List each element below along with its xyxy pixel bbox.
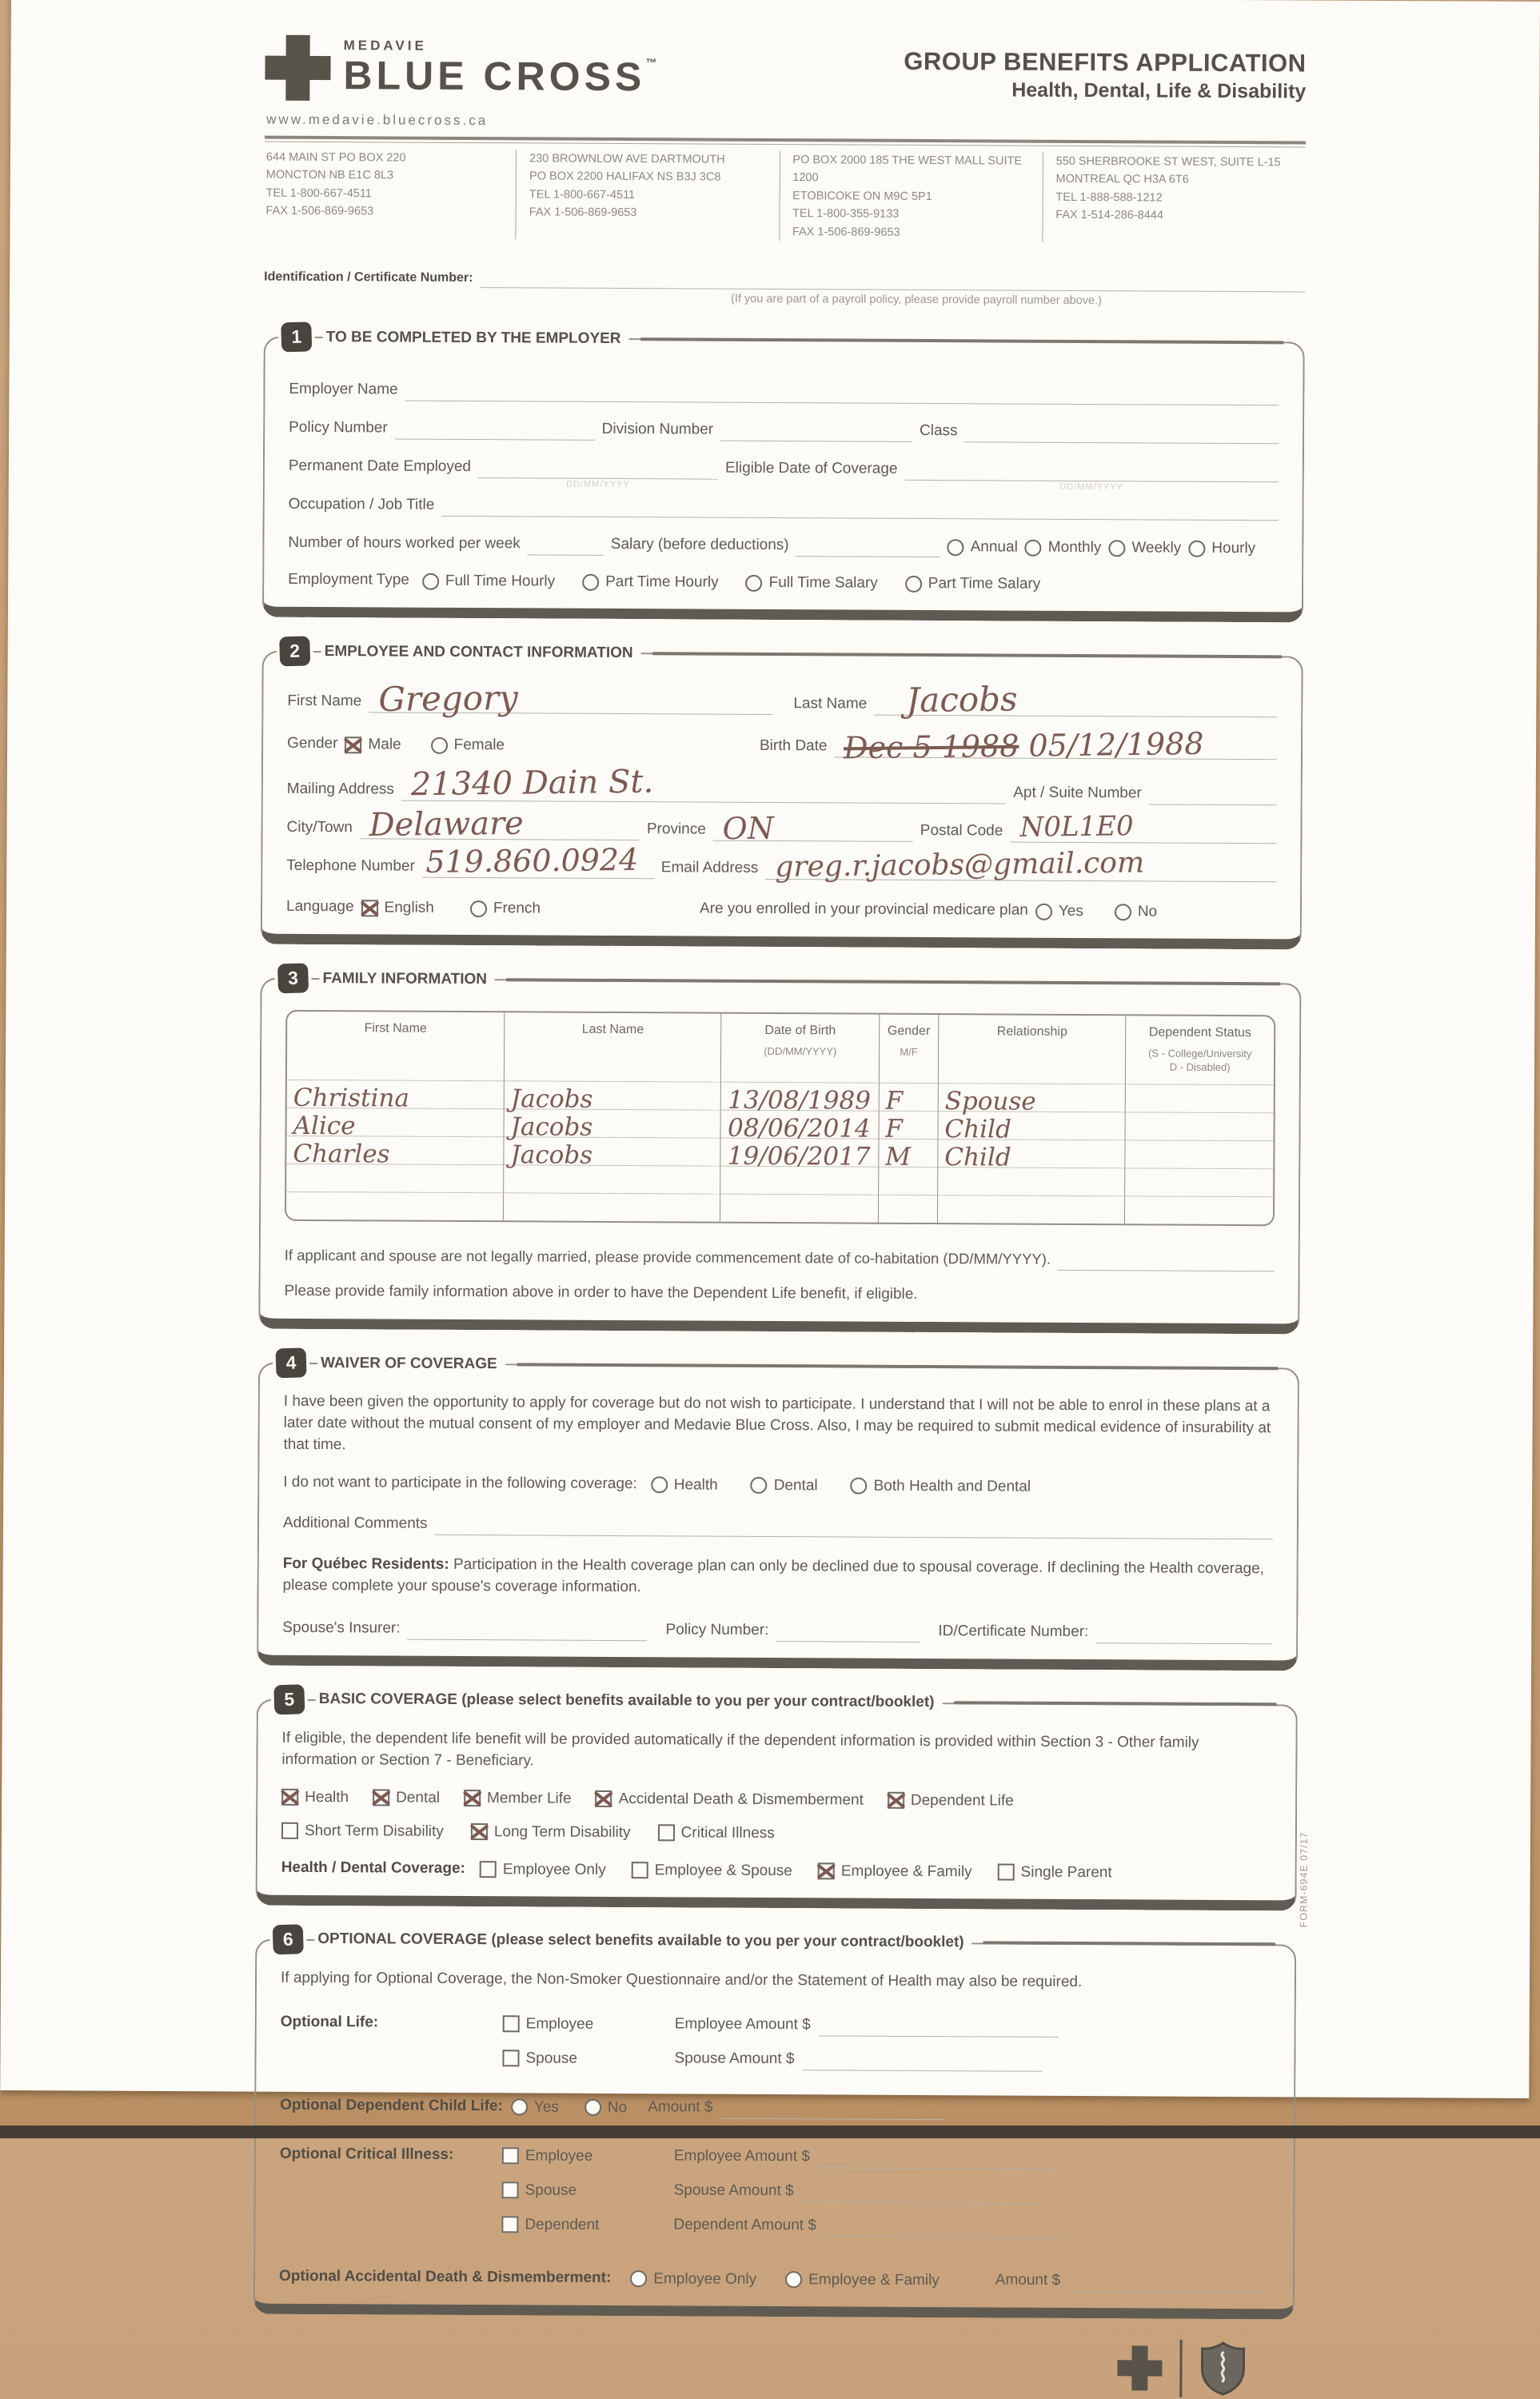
blue-cross-icon — [1117, 2345, 1162, 2390]
desk-edge — [0, 2126, 1540, 2138]
optional-life-employee-amount-line — [819, 2014, 1059, 2038]
employment-type-label: Employment Type — [288, 571, 409, 589]
city-town-value: Delaware — [369, 805, 525, 844]
section-5-badge: 5 — [273, 1684, 305, 1714]
header-divider — [265, 136, 1306, 148]
division-number-label: Division Number — [601, 421, 714, 438]
salary-option-weekly: Weekly — [1108, 540, 1181, 559]
salary-option-monthly: Monthly — [1025, 539, 1102, 558]
male-checkbox — [345, 736, 361, 753]
family-table — [285, 1010, 1275, 1226]
family-row-1: Christina Jacobs 13/08/1989 F Spouse — [287, 1080, 1274, 1112]
critical-illness-checkbox — [658, 1825, 675, 1842]
family-row-2: Alice Jacobs 08/06/2014 F Child — [287, 1108, 1274, 1140]
waiver-paragraph: I have been given the opportunity to apply for coverage but do not wish to participate. I understand that I will not be able to enrol in these plans at a later date without the mutual consent of my employer and Medavie Blue Cross. Also, I may be required to submit medical evidence of insurability at that time. — [283, 1392, 1271, 1454]
benefit-health: Health — [281, 1789, 349, 1808]
benefit-dependent-life: Dependent Life — [888, 1792, 1014, 1812]
quebec-residents-lead: For Québec Residents: — [282, 1555, 449, 1573]
benefit-dental: Dental — [373, 1789, 440, 1808]
quebec-residents-note: For Québec Residents: Participation in the Health coverage plan can only be declined due to spousal coverage. If declining the Health coverage, please complete your spouse's coverage information. — [282, 1555, 1265, 1596]
policy-number-label: Policy Number — [289, 419, 388, 437]
date-format-hint: DD/MM/YYYY — [1059, 482, 1123, 493]
optional-add-label: Optional Accidental Death & Dismemberment: — [279, 2267, 612, 2286]
last-name-label: Last Name — [793, 695, 868, 713]
child-life-yes-option: Yes — [511, 2098, 559, 2118]
weekly-radio — [1108, 540, 1125, 557]
telephone-value: 519.860.0924 — [425, 842, 639, 880]
section-4-title: WAIVER OF COVERAGE — [317, 1355, 505, 1373]
telephone-line — [422, 842, 654, 880]
additional-comments-line — [435, 1514, 1274, 1539]
add-employee-family-radio — [785, 2271, 802, 2288]
identification-row — [264, 265, 1305, 293]
section-1-employer — [262, 326, 1305, 623]
dependent-life-checkbox — [888, 1792, 904, 1809]
decline-dental-option: Dental — [751, 1477, 818, 1496]
birth-date-struck-value: Dec 5 1988 05/12/1988 — [844, 726, 1205, 766]
decline-health-radio — [651, 1477, 668, 1494]
eligible-date-label: Eligible Date of Coverage — [724, 460, 898, 478]
first-name-label: First Name — [287, 693, 362, 710]
basic-coverage-note: If eligible, the dependent life benefit will be provided automatically if the dependent information is provided within Section 3 - Other family information or Section 7 - Beneficiary. — [281, 1729, 1199, 1770]
ci-employee: Employee — [502, 2147, 666, 2167]
spouse-policy-number-line — [776, 1620, 920, 1643]
city-town-label: City/Town — [286, 819, 353, 836]
child-life-yes-radio — [511, 2099, 528, 2116]
col-date-of-birth: Date of Birth (DD/MM/YYYY) — [721, 1014, 880, 1083]
col-first-name: First Name — [364, 1021, 427, 1036]
add-amount-line — [1068, 2270, 1269, 2293]
ci-dependent: Dependent — [501, 2216, 665, 2236]
benefit-critical-illness: Critical Illness — [658, 1824, 775, 1844]
telephone-label: Telephone Number — [286, 857, 415, 876]
add-employee-only-option: Employee Only — [630, 2270, 756, 2290]
mailing-address-label: Mailing Address — [286, 780, 394, 798]
last-name-line — [874, 679, 1277, 720]
short-term-disability-checkbox — [281, 1822, 298, 1839]
mailing-address-line — [401, 763, 1006, 804]
employee-spouse-checkbox — [632, 1862, 648, 1878]
decline-health-option: Health — [651, 1476, 718, 1495]
province-value: ON — [722, 810, 775, 847]
emp-type-full-time-salary: Full Time Salary — [746, 574, 878, 594]
medavie-cross-logo-icon — [265, 35, 330, 101]
ci-employee-amount-label: Employee Amount $ — [673, 2147, 810, 2165]
benefit-add: Accidental Death & Dismemberment — [596, 1790, 864, 1811]
member-life-checkbox — [464, 1790, 481, 1806]
coverage-single-parent: Single Parent — [998, 1863, 1112, 1883]
spouse-policy-number-label: Policy Number: — [665, 1621, 769, 1639]
form-subtitle: Health, Dental, Life & Disability — [1011, 78, 1307, 103]
spouse-id-certificate-line — [1095, 1622, 1272, 1644]
form-title: GROUP BENEFITS APPLICATION — [904, 46, 1307, 78]
ci-spouse-amount-label: Spouse Amount $ — [673, 2181, 794, 2199]
full-time-hourly-radio — [422, 573, 439, 590]
identification-label: Identification / Certificate Number: — [264, 270, 473, 285]
decline-dental-radio — [751, 1477, 768, 1494]
optional-dependent-child-life-label: Optional Dependent Child Life: — [280, 2096, 503, 2115]
first-name-value: Gregory — [377, 678, 519, 720]
employee-family-checkbox — [818, 1863, 835, 1880]
email-value: greg.r.jacobs@gmail.com — [775, 846, 1145, 884]
emp-type-part-time-hourly: Part Time Hourly — [582, 573, 719, 593]
optional-life-label: Optional Life: — [280, 2013, 379, 2031]
child-life-no-radio — [584, 2099, 601, 2116]
apt-suite-line — [1149, 784, 1277, 806]
brand-medavie: MEDAVIE — [343, 38, 427, 54]
family-row-5 — [286, 1192, 1273, 1224]
email-label: Email Address — [660, 859, 759, 877]
blue-shield-icon — [1199, 2341, 1246, 2396]
language-english-option: English — [361, 900, 433, 919]
part-time-hourly-radio — [582, 574, 599, 591]
col-relationship: Relationship — [938, 1015, 1126, 1084]
decline-both-option: Both Health and Dental — [851, 1477, 1031, 1497]
gender-female-option: Female — [431, 736, 505, 756]
birth-date-corrected-value: 05/12/1988 — [1028, 726, 1205, 764]
footer-logos — [253, 2334, 1294, 2397]
section-2-rule — [652, 652, 1283, 658]
section-2-title: EMPLOYEE AND CONTACT INFORMATION — [321, 643, 641, 662]
part-time-salary-radio — [905, 576, 922, 593]
form-title-block — [904, 46, 1307, 105]
decline-both-radio — [851, 1478, 868, 1495]
section-2-employee-contact — [261, 641, 1303, 950]
salary-option-annual: Annual — [948, 538, 1018, 557]
coverage-employee-family: Employee & Family — [818, 1862, 972, 1882]
optional-critical-illness-label: Optional Critical Illness: — [279, 2145, 454, 2163]
section-6-rule — [983, 1942, 1276, 1946]
ci-spouse-checkbox — [502, 2182, 519, 2199]
last-name-value: Jacobs — [905, 679, 1018, 720]
additional-comments-label: Additional Comments — [282, 1514, 428, 1532]
first-name-line — [369, 678, 772, 720]
benefit-member-life: Member Life — [464, 1790, 572, 1810]
form-header — [265, 32, 1307, 134]
dental-checkbox — [373, 1790, 389, 1806]
occupation-label: Occupation / Job Title — [288, 496, 435, 514]
employer-name-line — [405, 380, 1279, 406]
class-label: Class — [920, 422, 958, 440]
permanent-date-label: Permanent Date Employed — [288, 457, 472, 476]
emp-type-full-time-hourly: Full Time Hourly — [422, 573, 555, 593]
col-gender: Gender M/F — [879, 1015, 938, 1084]
form-code: FORM-694E 07/17 — [1298, 1831, 1310, 1928]
language-label: Language — [285, 898, 354, 916]
child-life-amount-label: Amount $ — [648, 2098, 713, 2116]
decline-coverage-label: I do not want to participate in the following coverage: — [283, 1473, 637, 1493]
add-employee-family-option: Employee & Family — [785, 2271, 940, 2291]
annual-radio — [948, 539, 964, 556]
ci-spouse: Spouse — [502, 2181, 666, 2201]
gender-male-option: Male — [345, 736, 401, 756]
add-employee-only-radio — [630, 2270, 647, 2287]
french-radio — [470, 900, 487, 917]
ci-dependent-amount-label: Dependent Amount $ — [673, 2216, 816, 2234]
medicare-no-radio — [1115, 904, 1131, 920]
permanent-date-line — [478, 457, 718, 490]
section-2-badge: 2 — [279, 637, 310, 667]
trademark-symbol: ™ — [645, 56, 661, 70]
office-moncton: 644 MAIN ST PO BOX 220 MONCTON NB E1C 8L3 TEL 1-800-667-4511 FAX 1-506-869-9653 — [265, 150, 406, 218]
email-line — [765, 846, 1276, 884]
date-format-hint: DD/MM/YYYY — [566, 479, 630, 490]
benefit-short-term-disability: Short Term Disability — [281, 1822, 444, 1842]
english-checkbox — [361, 900, 378, 916]
ci-employee-checkbox — [502, 2148, 519, 2165]
employer-name-label: Employer Name — [289, 381, 398, 398]
brand-website: www.medavie.bluecross.ca — [266, 111, 489, 129]
emp-type-part-time-salary: Part Time Salary — [905, 575, 1041, 595]
col-dependent-status: Dependent Status (S - College/University D - Disabled) — [1126, 1016, 1275, 1085]
identification-line — [481, 266, 1305, 292]
health-dental-coverage-label: Health / Dental Coverage: — [281, 1858, 465, 1877]
ci-dependent-amount-line — [824, 2215, 1064, 2238]
optional-life-employee: Employee — [503, 2015, 667, 2035]
hourly-radio — [1188, 541, 1205, 557]
medicare-yes-radio — [1035, 904, 1052, 920]
medicare-yes-option: Yes — [1035, 903, 1083, 922]
employee-only-checkbox — [480, 1861, 497, 1878]
section-5-title: BASIC COVERAGE (please select benefits available to you per your contract/booklet) — [316, 1690, 943, 1711]
section-6-badge: 6 — [273, 1924, 304, 1954]
optional-life-spouse-checkbox — [502, 2050, 519, 2067]
apt-suite-label: Apt / Suite Number — [1013, 784, 1142, 802]
benefit-long-term-disability: Long Term Disability — [471, 1823, 631, 1843]
birth-date-label: Birth Date — [759, 737, 828, 755]
col-last-name: Last Name — [504, 1013, 721, 1083]
section-3-title: FAMILY INFORMATION — [319, 970, 495, 988]
full-time-salary-radio — [746, 575, 763, 592]
ci-employee-amount-line — [818, 2146, 1058, 2169]
ci-dependent-checkbox — [501, 2217, 518, 2233]
policy-number-line — [395, 418, 595, 441]
province-label: Province — [646, 820, 706, 838]
hours-label: Number of hours worked per week — [288, 534, 521, 553]
city-town-line — [360, 805, 640, 844]
optional-life-spouse: Spouse — [502, 2050, 666, 2070]
section-1-rule — [640, 337, 1284, 344]
office-addresses — [264, 149, 1306, 244]
identification-note: (If you are part of a payroll policy, please provide payroll number above.) — [730, 293, 1103, 308]
language-french-option: French — [470, 900, 541, 919]
dependent-life-note: Please provide family information above in order to have the Dependent Life benefit, if eligible. — [284, 1282, 918, 1303]
section-5-basic-coverage — [255, 1688, 1297, 1910]
mailing-address-value: 21340 Dain St. — [410, 763, 654, 804]
cohabitation-label: If applicant and spouse are not legally married, please provide commencement date of co-habitation (DD/MM/YYYY). — [284, 1246, 1051, 1267]
section-5-rule — [954, 1702, 1277, 1706]
long-term-disability-checkbox — [471, 1823, 488, 1840]
gender-label: Gender — [287, 735, 338, 752]
medicare-no-option: No — [1115, 904, 1157, 923]
brand-blue-cross: BLUE CROSS™ — [343, 53, 661, 100]
hours-line — [528, 534, 604, 556]
section-6-title: OPTIONAL COVERAGE (please select benefits available to you per your contract/booklet) — [314, 1930, 972, 1951]
occupation-line — [441, 495, 1278, 521]
medicare-question: Are you enrolled in your provincial medicare plan — [699, 900, 1028, 920]
accidental-death-checkbox — [596, 1790, 612, 1807]
child-life-amount-line — [720, 2097, 944, 2119]
spouse-id-certificate-label: ID/Certificate Number: — [938, 1622, 1089, 1640]
spouse-insurer-label: Spouse's Insurer: — [282, 1619, 401, 1637]
office-dartmouth: 230 BROWNLOW AVE DARTMOUTH PO BOX 2200 HALIFAX NS B3J 3C8 TEL 1-800-667-4511 FAX 1-506-869-9653 — [516, 150, 780, 241]
salary-option-hourly: Hourly — [1188, 540, 1255, 559]
ci-spouse-amount-line — [802, 2181, 1042, 2204]
salary-label: Salary (before deductions) — [610, 536, 789, 554]
optional-coverage-note: If applying for Optional Coverage, the Non-Smoker Questionnaire and/or the Statement of Health may also be required. — [280, 1969, 1083, 1990]
postal-code-label: Postal Code — [920, 822, 1003, 840]
child-life-no-option: No — [584, 2099, 627, 2118]
section-1-badge: 1 — [281, 322, 312, 353]
optional-life-spouse-amount-line — [802, 2049, 1042, 2072]
section-4-rule — [517, 1363, 1279, 1370]
section-3-rule — [506, 978, 1281, 985]
single-parent-checkbox — [998, 1864, 1015, 1881]
eligible-date-line — [904, 459, 1279, 493]
section-3-family-information — [258, 968, 1301, 1334]
salary-line — [796, 535, 940, 557]
optional-life-employee-amount-label: Employee Amount $ — [674, 2015, 811, 2034]
section-4-badge: 4 — [275, 1347, 306, 1378]
coverage-employee-spouse: Employee & Spouse — [632, 1862, 792, 1882]
office-montreal: 550 SHERBROOKE ST WEST, SUITE L-15 MONTREAL QC H3A 6T6 TEL 1-888-588-1212 FAX 1-514-286-8444 — [1042, 153, 1306, 244]
add-amount-label: Amount $ — [995, 2271, 1061, 2289]
monthly-radio — [1025, 539, 1042, 556]
spouse-insurer-line — [407, 1618, 647, 1641]
section-1-title: TO BE COMPLETED BY THE EMPLOYER — [323, 329, 629, 348]
section-3-badge: 3 — [277, 964, 309, 994]
class-line — [965, 421, 1279, 445]
office-etobicoke: PO BOX 2000 185 THE WEST MALL SUITE 1200 ETOBICOKE ON M9C 5P1 TEL 1-800-355-9133 FAX 1-506-869-9653 — [779, 151, 1043, 242]
family-row-3: Charles Jacobs 19/06/2017 M Child — [286, 1136, 1273, 1168]
female-radio — [431, 737, 448, 754]
optional-life-employee-checkbox — [503, 2016, 520, 2033]
cohabitation-line — [1058, 1249, 1275, 1271]
section-4-waiver — [257, 1351, 1299, 1671]
footer-logo-divider — [1179, 2339, 1182, 2397]
province-line — [713, 810, 913, 847]
health-checkbox — [281, 1789, 298, 1806]
birth-date-line — [834, 726, 1277, 766]
postal-code-value: N0L1E0 — [1019, 810, 1134, 844]
postal-code-line — [1010, 810, 1276, 844]
division-number-line — [720, 420, 912, 442]
optional-life-spouse-amount-label: Spouse Amount $ — [674, 2050, 795, 2067]
coverage-employee-only: Employee Only — [480, 1861, 606, 1881]
